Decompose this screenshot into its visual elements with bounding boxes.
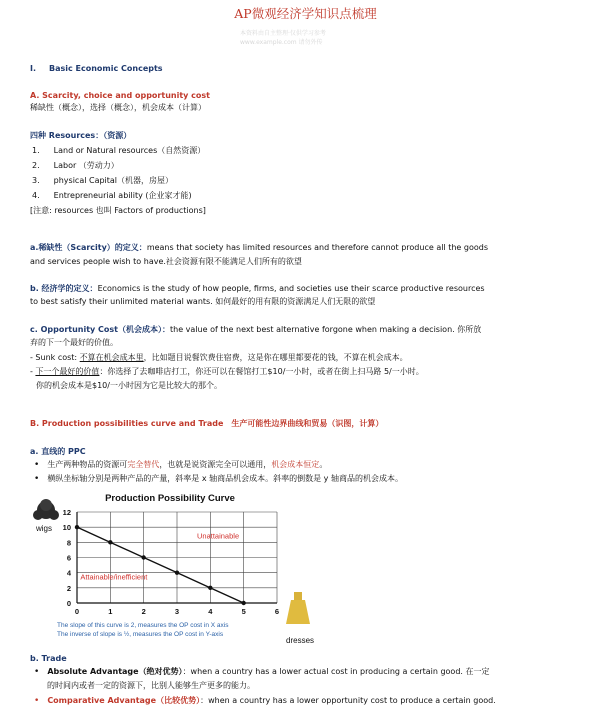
y-tick-label: 8 [66,538,71,548]
x-tick-label: 2 [141,607,146,616]
ppc-point [241,601,245,605]
ppc-point [141,555,145,559]
section-b-heading: B. Production possibilities curve and Trade 生产可能性边界曲线和贸易（识图，计算） [30,419,384,428]
y-axis-label: wigs [36,524,53,533]
y-tick-label: 4 [66,568,71,578]
watermark-line: 本资料由自主整理·仅供学习参考 [240,30,326,37]
section-number: I. [30,64,37,73]
section-heading: Basic Economic Concepts [49,64,163,73]
resources-note: [注意: resources 也叫 Factors of productions] [30,206,206,215]
wig-icon [33,499,59,520]
chart-caption: The inverse of slope is ½, measures the OP cost in Y-axis [57,631,224,638]
definition-scarcity: a.稀缺性（Scarcity）的定义：means that society has limited resources and therefore cannot produce all the goods [30,243,488,252]
chart-title: Production Possibility Curve [105,493,235,504]
absolute-advantage-cont: 的时间内或者一定的资源下，比别人能够生产更多的能力。 [47,681,255,690]
subsection-heading: A. Scarcity, choice and opportunity cost [30,91,210,100]
x-tick-label: 5 [241,607,246,616]
x-tick-label: 0 [74,607,80,616]
ppc-label: a. 直线的 PPC [30,447,86,456]
definition-opportunity-cost: c. Opportunity Cost（机会成本）：the value of the next best alternative forgone when making a decision. 你所放 [30,325,482,334]
ppc-point [108,540,112,544]
watermark-line: www.example.com 请勿外传 [240,39,323,46]
page-title: AP微观经济学知识点梳理 [234,6,377,21]
definition-economics-cont: to best satisfy their unlimited material wants. 如何最好的用有限的资源满足人们无限的欲望 [30,297,376,306]
x-tick-label: 1 [108,607,113,616]
comparative-advantage: • Comparative Advantage（比较优势）：when a country has a lower opportunity cost to produce a certain good. [34,696,496,706]
y-tick-label: 0 [66,599,71,608]
sunk-cost-note: - Sunk cost: 不算在机会成本里，比如题目说餐饮费住宿费，这是你在哪里都要花的钱，不算在机会成本。 [30,353,408,362]
list-item: 1. Land or Natural resources（自然资源） [32,146,206,155]
trade-label: b. Trade [30,654,67,663]
next-best-note-cont: 你的机会成本是$10/一小时因为它是比较大的那个。 [36,381,222,390]
ppc-point [75,525,79,529]
x-tick-label: 4 [208,607,213,616]
ppc-bullet: • 生产两种物品的资源可完全替代，也就是说资源完全可以通用，机会成本恒定。 [34,460,328,470]
x-tick-label: 6 [274,607,280,616]
list-item: 3. physical Capital（机器，房屋） [32,176,174,185]
annotation-unattainable: Unattainable [197,531,240,541]
ppc-bullet: • 横纵坐标轴分别是两种产品的产量，斜率是 x 轴商品机会成本。斜率的倒数是 y 轴商品的机会成本。 [34,474,403,484]
ppc-chart [20,488,320,650]
list-item: 2. Labor （劳动力） [32,161,119,170]
dress-icon [286,592,310,624]
list-item: 4. Entrepreneurial ability (企业家才能) [32,191,192,200]
ppc-point [208,586,212,590]
definition-opportunity-cost-cont: 弃的下一个最好的价值。 [30,338,118,347]
y-tick-label: 10 [62,523,71,533]
definition-economics: b. 经济学的定义：Economics is the study of how people, firms, and societies use their scarce productive resources [30,284,485,293]
absolute-advantage: • Absolute Advantage（绝对优势）：when a country has a lower actual cost in producing a certain good. 在一定 [34,667,490,677]
y-tick-label: 2 [66,583,71,593]
resources-heading: 四种 Resources：（资源） [30,131,132,140]
ppc-point [175,570,179,574]
annotation-attainable: Attainable/inefficient [80,572,148,582]
definition-scarcity-cont: and services people wish to have.社会资源有限不能满足人们所有的欲望 [30,257,302,266]
subsection-summary: 稀缺性（概念），选择（概念），机会成本（计算） [30,103,206,112]
x-axis-label: dresses [286,636,315,645]
y-tick-label: 6 [66,553,71,563]
chart-caption: The slope of this curve is 2, measures the OP cost in X axis [57,622,229,629]
x-tick-label: 3 [174,607,180,616]
next-best-note: - 下一个最好的价值：你选择了去咖啡店打工，你还可以在餐馆打工$10/一小时，或者在街上扫马路 5/一小时。 [30,367,424,376]
y-tick-label: 12 [62,508,71,517]
